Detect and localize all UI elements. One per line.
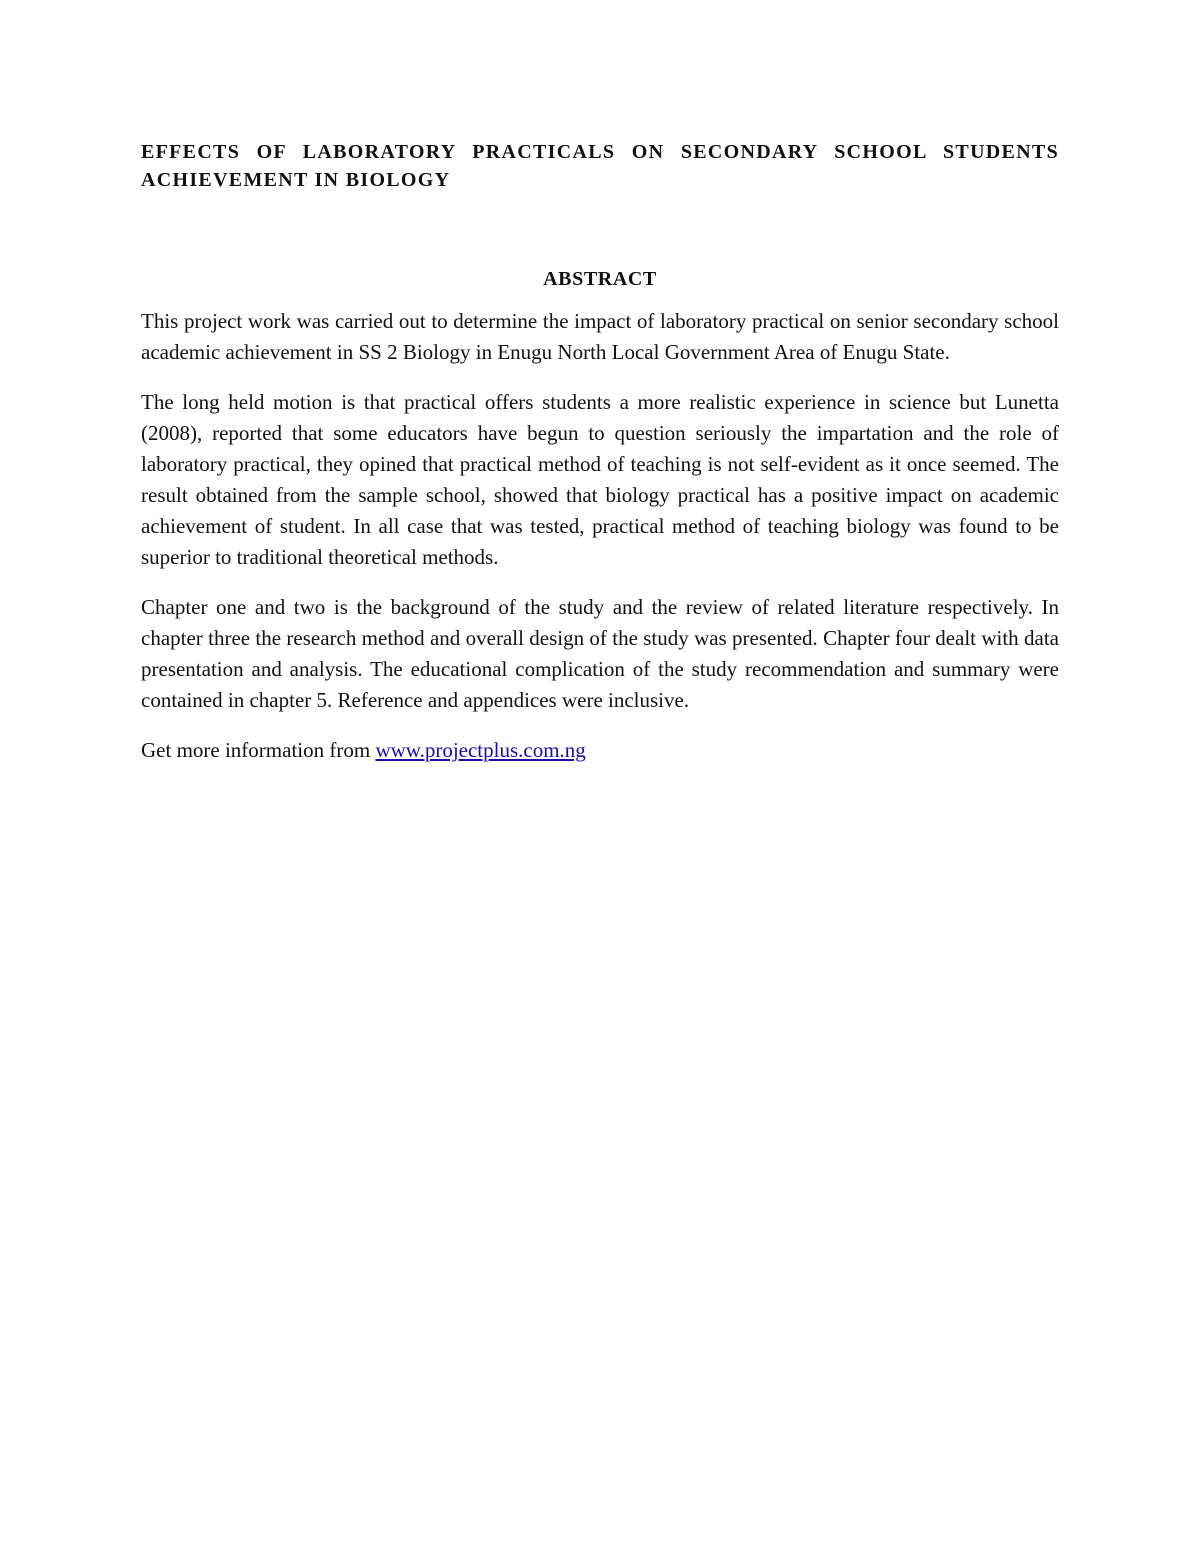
more-info-text: Get more information from (141, 738, 376, 762)
abstract-paragraph-2: The long held motion is that practical offers students a more realistic experience in science but Lunetta (2008), reported that some educators have begun to question seriously the impartation and the role of laboratory practical, they opined that practical method of teaching is not self-evident as it once seemed. The result obtained from the sample school, showed that biology practical has a positive impact on academic achievement of student. In all case that was tested, practical method of teaching biology was found to be superior to traditional theoretical methods. (141, 390, 1059, 569)
projectplus-link[interactable]: www.projectplus.com.ng (375, 738, 586, 762)
document-body (141, 138, 1059, 787)
document-title: EFFECTS OF LABORATORY PRACTICALS ON SECONDARY SCHOOL STUDENTS ACHIEVEMENT IN BIOLOGY (141, 141, 1059, 191)
abstract-heading: ABSTRACT (543, 268, 657, 290)
abstract-paragraph-3: Chapter one and two is the background of the study and the review of related literature respectively. In chapter three the research method and overall design of the study was presented. Chapter four dealt with data presentation and analysis. The educational complication of the study recommendation and summary were contained in chapter 5. Reference and appendices were inclusive. (141, 595, 1059, 712)
more-info-line (141, 735, 1059, 766)
abstract-paragraph-1: This project work was carried out to determine the impact of laboratory practical on senior secondary school academic achievement in SS 2 Biology in Enugu North Local Government Area of Enugu State. (141, 309, 1059, 364)
